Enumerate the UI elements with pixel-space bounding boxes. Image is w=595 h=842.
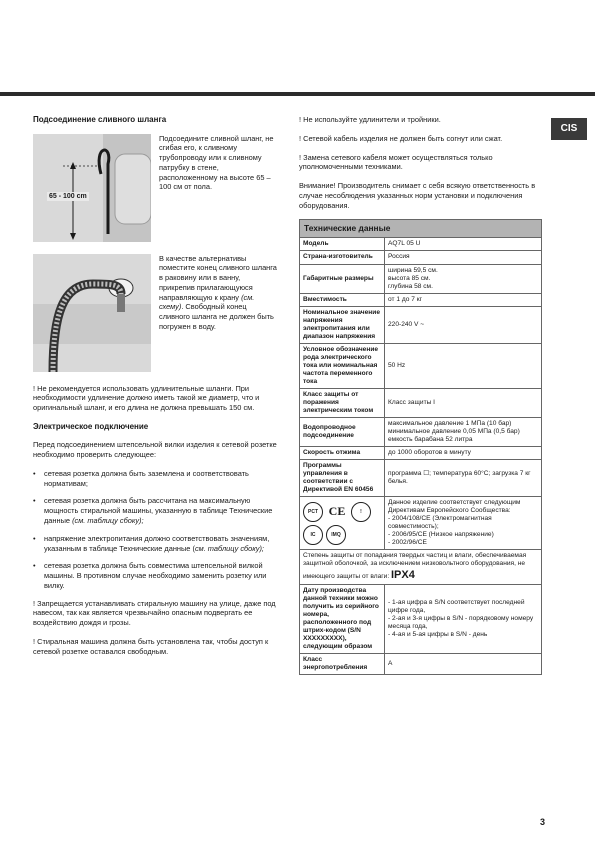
ipx-text: Степень защиты от попадания твердых частиц и влаги, обеспечиваемая защитной оболочкой, за исключением низковольтного оборудования, не имеющего защиты от влаги: [303, 552, 527, 580]
drain-figure-row-2 [33, 254, 277, 372]
row-key: Габаритные размеры [300, 264, 385, 293]
directive-text: Данное изделие соответствует следующим Директивам Европейского Сообщества: - 2004/108/CE (Электромагнитная совместимость); - 2006/95/CE (Низкое напряжение) - 2002/96/CE [385, 497, 542, 550]
drain-text-2c: . Свободный конец сливного шланга не должен быть погружен в воду. [159, 302, 274, 331]
tech-data-table [299, 219, 542, 675]
row-value: Россия [385, 251, 542, 264]
row-value: до 1000 оборотов в минуту [385, 447, 542, 460]
ipx-value: IPX4 [391, 568, 415, 581]
bullet-power-rating-text: сетевая розетка должна быть рассчитана на максимальную мощность стиральной машины, указанную в таблице Технические данные [44, 496, 273, 525]
table-row [300, 388, 542, 417]
electrical-section-title: Электрическое подключение [33, 421, 149, 431]
row-value: - 1-ая цифра в S/N соответствует последней цифре года, - 2-ая и 3-я цифры в S/N - порядковому номеру месяца года, - 4-ая и 5-ая цифры в S/N - день [385, 584, 542, 653]
row-key: Условное обозначение рода электрического тока или номинальная частота переменного тока [300, 343, 385, 388]
drain-sink-illustration [33, 254, 151, 372]
row-key: Модель [300, 238, 385, 251]
table-row [300, 418, 542, 447]
row-value: 220-240 V ~ [385, 306, 542, 343]
right-column [299, 115, 542, 675]
warning-triangle-icon: ! [351, 502, 371, 522]
language-tab: CIS [551, 118, 587, 140]
row-value: AQ7L 05 U [385, 238, 542, 251]
row-value: A [385, 654, 542, 675]
certification-marks [300, 497, 385, 550]
bullet-plug-compat: • сетевая розетка должна быть совместима штепсельной вилкой машины. В противном случае необходимо заменить розетку или вилку. [33, 561, 277, 590]
warning-cable-bend: ! Сетевой кабель изделия не должен быть согнут или сжат. [299, 133, 503, 143]
bullet-voltage [33, 534, 277, 554]
warning-socket-access: ! Стиральная машина должна быть установлена так, чтобы доступ к сетевой розетке оставался свободным. [33, 636, 269, 656]
table-row [300, 251, 542, 264]
row-value: от 1 до 7 кг [385, 293, 542, 306]
row-key: Программы управления в соответствии с Директивой EN 60456 [300, 460, 385, 497]
left-column [33, 115, 277, 665]
drain-text-2b: (см. схему) [159, 292, 255, 312]
drain-section-title: Подсоединение сливного шланга [33, 115, 167, 124]
table-row [300, 447, 542, 460]
bullet-voltage-ref: см. таблицу сбоку); [194, 543, 264, 553]
drain-text-1: Подсоедините сливной шланг, не сгибая его, к сливному трубопроводу или к сливному патрубку в стене, расположенному на высоте 65 – 100 см от пола. [159, 133, 274, 192]
warning-no-adapters: ! Не используйте удлинители и тройники. [299, 115, 441, 124]
height-label: 65 - 100 cm [49, 192, 87, 200]
liability-notice: Внимание! Производитель снимает с себя всякую ответственность в случае несоблюдения указанных норм установки и подключения оборудования. [299, 181, 536, 210]
bullet-voltage-text: напряжение электропитания должно соответствовать значениям, указанным в таблице Технические данные ( [44, 533, 270, 553]
table-row [300, 264, 542, 293]
warning-cable-replace: ! Замена сетевого кабеля может осуществляться только уполномоченными техниками. [299, 152, 493, 172]
bullet-power-rating [33, 496, 277, 525]
table-row [300, 497, 542, 550]
table-row [300, 238, 542, 251]
table-row [300, 550, 542, 584]
row-key: Класс защиты от поражения электрическим током [300, 388, 385, 417]
table-row [300, 343, 542, 388]
row-key: Класс энергопотребления [300, 654, 385, 675]
table-row [300, 584, 542, 653]
pct-mark-icon: PCT [303, 502, 323, 522]
sink-hose-icon [33, 254, 151, 372]
table-row [300, 460, 542, 497]
tech-table-title: Технические данные [300, 220, 542, 238]
row-key: Вместимость [300, 293, 385, 306]
row-value: 50 Hz [385, 343, 542, 388]
row-value: максимальное давление 1 МПа (10 бар) минимальное давление 0,05 МПа (0,5 бар) емкость барабана 52 литра [385, 418, 542, 447]
row-key: Страна-изготовитель [300, 251, 385, 264]
imq-mark-icon: IMQ [326, 525, 346, 545]
warning-outdoor: ! Запрещается устанавливать стиральную машину на улице, даже под навесом, так как является чрезвычайно опасным подвергать ее воздействию дождя и грозы. [33, 598, 276, 628]
drain-figure-row-1 [33, 134, 277, 242]
header-rule [0, 92, 595, 96]
bullet-grounding: • сетевая розетка должна быть заземлена и соответствовать нормативам; [33, 469, 277, 489]
electrical-intro: Перед подсоединением штепсельной вилки изделия к сетевой розетке необходимо проверить следующее: [33, 440, 277, 460]
row-key: Дату производства данной техники можно получить из серийного номера, расположенного под штрих-кодом (S/N XXXXXXXXX), следующим образом [300, 584, 385, 653]
drain-height-illustration [33, 134, 151, 242]
drain-hose-wall-icon [33, 134, 151, 242]
row-key: Номинальное значение напряжения электропитания или диапазон напряжения [300, 306, 385, 343]
ce-mark-icon: CE [328, 503, 346, 518]
warning-extension-hose: ! Не рекомендуется использовать удлинительные шланги. При необходимости удлинение должно иметь такой же диаметр, что и оригинальный шланг, и его длина не должна превышать 150 см. [33, 383, 260, 413]
table-row [300, 306, 542, 343]
table-row [300, 654, 542, 675]
row-key: Скорость отжима [300, 447, 385, 460]
table-row [300, 293, 542, 306]
drain-text-2a: В качестве альтернативы поместите конец сливного шланга в раковину или в ванну, прикрепив прилагающуюся направляющую к крану [159, 253, 277, 302]
bullet-power-rating-ref: (см. таблицу сбоку); [72, 515, 144, 525]
ipx-row [300, 550, 542, 584]
page-number: 3 [539, 817, 545, 827]
row-key: Водопроводное подсоединение [300, 418, 385, 447]
row-value: ширина 59,5 см. высота 85 см. глубина 58 см. [385, 264, 542, 293]
row-value: Класс защиты I [385, 388, 542, 417]
row-value: программа ☐; температура 60°C; загрузка 7 кг белья. [385, 460, 542, 497]
drain-text-2 [159, 254, 277, 372]
ic-mark-icon: IC [303, 525, 323, 545]
